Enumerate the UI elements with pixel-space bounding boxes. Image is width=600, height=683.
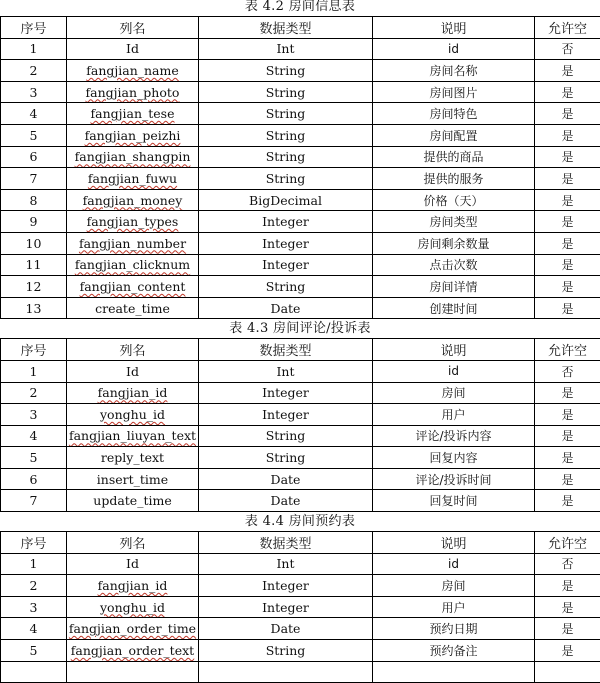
cell-no: 6 bbox=[1, 146, 67, 168]
cell-data-type: String bbox=[199, 124, 373, 146]
cell-nullable: 否 bbox=[535, 360, 600, 382]
cell-description: 提供的服务 bbox=[373, 168, 535, 190]
cell-nullable: 是 bbox=[535, 382, 600, 404]
cell-data-type: String bbox=[199, 168, 373, 190]
header-no: 序号 bbox=[1, 339, 67, 361]
cell-data-type: String bbox=[199, 60, 373, 82]
cell-description: id bbox=[373, 360, 535, 382]
cell-description: 评论/投诉时间 bbox=[373, 468, 535, 490]
cell-column-name bbox=[67, 640, 199, 662]
cell-description: id bbox=[373, 553, 535, 575]
cell-no: 1 bbox=[1, 553, 67, 575]
cell-data-type: String bbox=[199, 425, 373, 447]
cell-column-name bbox=[67, 596, 199, 618]
cell-nullable: 是 bbox=[535, 404, 600, 426]
cell-column-name: reply_text bbox=[67, 447, 199, 469]
cell-column-name bbox=[67, 81, 199, 103]
cell-data-type: Integer bbox=[199, 232, 373, 254]
cell-nullable: 是 bbox=[535, 146, 600, 168]
cell-data-type: Integer bbox=[199, 404, 373, 426]
cell-description: 房间 bbox=[373, 382, 535, 404]
cell-description: 房间详情 bbox=[373, 276, 535, 298]
cell-description: 点击次数 bbox=[373, 254, 535, 276]
empty-cell bbox=[199, 661, 373, 683]
cell-no: 13 bbox=[1, 297, 67, 319]
table-row bbox=[1, 189, 600, 211]
cell-nullable: 是 bbox=[535, 490, 600, 512]
cell-column-name bbox=[67, 382, 199, 404]
cell-no: 12 bbox=[1, 276, 67, 298]
cell-no: 4 bbox=[1, 425, 67, 447]
table-row bbox=[1, 211, 600, 233]
cell-column-name: update_time bbox=[67, 490, 199, 512]
table-row bbox=[1, 490, 600, 512]
cell-description: 房间类型 bbox=[373, 211, 535, 233]
cell-description: id bbox=[373, 38, 535, 60]
cell-column-name bbox=[67, 575, 199, 597]
cell-nullable: 是 bbox=[535, 596, 600, 618]
table-row bbox=[1, 146, 600, 168]
empty-cell bbox=[373, 661, 535, 683]
cell-no: 10 bbox=[1, 232, 67, 254]
cell-data-type: Integer bbox=[199, 382, 373, 404]
header-nullable: 允许空 bbox=[535, 339, 600, 361]
cell-column-name bbox=[67, 276, 199, 298]
table-header-row bbox=[1, 339, 600, 361]
table-row bbox=[1, 38, 600, 60]
cell-no: 11 bbox=[1, 254, 67, 276]
column-name-text: fangjian_types bbox=[87, 214, 179, 229]
cell-nullable: 是 bbox=[535, 124, 600, 146]
cell-column-name: create_time bbox=[67, 297, 199, 319]
header-no: 序号 bbox=[1, 17, 67, 39]
table-row-cutoff bbox=[1, 661, 600, 683]
cell-data-type: Date bbox=[199, 490, 373, 512]
cell-data-type: Integer bbox=[199, 211, 373, 233]
cell-description: 回复内容 bbox=[373, 447, 535, 469]
cell-nullable: 是 bbox=[535, 168, 600, 190]
table-row bbox=[1, 60, 600, 82]
table-row bbox=[1, 404, 600, 426]
column-name-text: yonghu_id bbox=[100, 600, 165, 615]
cell-description: 用户 bbox=[373, 596, 535, 618]
column-name-text: fangjian_fuwu bbox=[88, 171, 177, 186]
cell-description: 价格（天） bbox=[373, 189, 535, 211]
column-name-text: fangjian_photo bbox=[86, 85, 180, 100]
table-row bbox=[1, 618, 600, 640]
table-row bbox=[1, 360, 600, 382]
cell-column-name bbox=[67, 425, 199, 447]
header-nullable: 允许空 bbox=[535, 532, 600, 554]
cell-nullable: 是 bbox=[535, 103, 600, 125]
cell-description: 创建时间 bbox=[373, 297, 535, 319]
table-row bbox=[1, 425, 600, 447]
cell-description: 房间名称 bbox=[373, 60, 535, 82]
header-description: 说明 bbox=[373, 17, 535, 39]
cell-column-name bbox=[67, 168, 199, 190]
table-row bbox=[1, 382, 600, 404]
cell-column-name bbox=[67, 254, 199, 276]
cell-data-type: String bbox=[199, 447, 373, 469]
cell-description: 提供的商品 bbox=[373, 146, 535, 168]
cell-column-name: Id bbox=[67, 38, 199, 60]
cell-no: 3 bbox=[1, 596, 67, 618]
cell-nullable: 是 bbox=[535, 575, 600, 597]
cell-column-name bbox=[67, 618, 199, 640]
column-name-text: yonghu_id bbox=[100, 407, 165, 422]
cell-column-name bbox=[67, 60, 199, 82]
cell-data-type: String bbox=[199, 640, 373, 662]
cell-nullable: 是 bbox=[535, 618, 600, 640]
cell-description: 房间特色 bbox=[373, 103, 535, 125]
cell-column-name bbox=[67, 232, 199, 254]
cell-data-type: BigDecimal bbox=[199, 189, 373, 211]
cell-no: 7 bbox=[1, 490, 67, 512]
column-name-text: fangjian_name bbox=[86, 63, 179, 78]
table-row bbox=[1, 81, 600, 103]
cell-no: 6 bbox=[1, 468, 67, 490]
column-name-text: fangjian_id bbox=[98, 385, 168, 400]
column-name-text: fangjian_content bbox=[80, 279, 186, 294]
cell-nullable: 是 bbox=[535, 447, 600, 469]
cell-nullable: 是 bbox=[535, 189, 600, 211]
cell-nullable: 是 bbox=[535, 297, 600, 319]
table-row bbox=[1, 640, 600, 662]
cell-column-name bbox=[67, 211, 199, 233]
table-row bbox=[1, 468, 600, 490]
cell-nullable: 是 bbox=[535, 211, 600, 233]
cell-description: 预约备注 bbox=[373, 640, 535, 662]
cell-data-type: Int bbox=[199, 553, 373, 575]
table-caption: 表 4.4 房间预约表 bbox=[0, 512, 600, 531]
header-column-name: 列名 bbox=[67, 339, 199, 361]
column-name-text: fangjian_liuyan_text bbox=[69, 428, 196, 443]
data-table bbox=[0, 531, 600, 683]
cell-column-name bbox=[67, 189, 199, 211]
cell-column-name: Id bbox=[67, 553, 199, 575]
table-row bbox=[1, 232, 600, 254]
cell-nullable: 否 bbox=[535, 38, 600, 60]
cell-no: 2 bbox=[1, 60, 67, 82]
column-name-text: fangjian_order_time bbox=[69, 621, 196, 636]
header-data-type: 数据类型 bbox=[199, 339, 373, 361]
column-name-text: fangjian_shangpin bbox=[75, 149, 191, 164]
column-name-text: fangjian_peizhi bbox=[85, 128, 181, 143]
cell-no: 9 bbox=[1, 211, 67, 233]
header-column-name: 列名 bbox=[67, 532, 199, 554]
cell-description: 回复时间 bbox=[373, 490, 535, 512]
cell-nullable: 否 bbox=[535, 553, 600, 575]
table-row bbox=[1, 168, 600, 190]
header-description: 说明 bbox=[373, 339, 535, 361]
table-caption: 表 4.2 房间信息表 bbox=[0, 0, 600, 16]
table-caption: 表 4.3 房间评论/投诉表 bbox=[0, 319, 600, 338]
table-row bbox=[1, 553, 600, 575]
cell-data-type: Int bbox=[199, 360, 373, 382]
cell-column-name: Id bbox=[67, 360, 199, 382]
table-row bbox=[1, 575, 600, 597]
cell-no: 4 bbox=[1, 618, 67, 640]
cell-nullable: 是 bbox=[535, 468, 600, 490]
cell-no: 4 bbox=[1, 103, 67, 125]
table-row bbox=[1, 447, 600, 469]
cell-description: 预约日期 bbox=[373, 618, 535, 640]
cell-data-type: Date bbox=[199, 618, 373, 640]
table-row bbox=[1, 124, 600, 146]
cell-description: 评论/投诉内容 bbox=[373, 425, 535, 447]
cell-no: 8 bbox=[1, 189, 67, 211]
cell-data-type: Date bbox=[199, 468, 373, 490]
cell-column-name bbox=[67, 404, 199, 426]
column-name-text: fangjian_tese bbox=[91, 106, 175, 121]
cell-nullable: 是 bbox=[535, 276, 600, 298]
table-header-row bbox=[1, 532, 600, 554]
cell-no: 2 bbox=[1, 382, 67, 404]
cell-description: 房间 bbox=[373, 575, 535, 597]
empty-cell bbox=[1, 661, 67, 683]
header-nullable: 允许空 bbox=[535, 17, 600, 39]
header-data-type: 数据类型 bbox=[199, 17, 373, 39]
data-table bbox=[0, 16, 600, 319]
cell-data-type: Integer bbox=[199, 254, 373, 276]
header-data-type: 数据类型 bbox=[199, 532, 373, 554]
cell-column-name bbox=[67, 146, 199, 168]
cell-data-type: String bbox=[199, 103, 373, 125]
cell-nullable: 是 bbox=[535, 81, 600, 103]
cell-nullable: 是 bbox=[535, 60, 600, 82]
empty-cell bbox=[67, 661, 199, 683]
cell-no: 7 bbox=[1, 168, 67, 190]
cell-nullable: 是 bbox=[535, 640, 600, 662]
cell-data-type: String bbox=[199, 81, 373, 103]
table-row bbox=[1, 254, 600, 276]
cell-no: 1 bbox=[1, 360, 67, 382]
cell-no: 5 bbox=[1, 447, 67, 469]
cell-nullable: 是 bbox=[535, 425, 600, 447]
table-header-row bbox=[1, 17, 600, 39]
cell-no: 5 bbox=[1, 640, 67, 662]
table-row bbox=[1, 276, 600, 298]
cell-data-type: Integer bbox=[199, 575, 373, 597]
cell-nullable: 是 bbox=[535, 254, 600, 276]
cell-no: 2 bbox=[1, 575, 67, 597]
cell-description: 房间剩余数量 bbox=[373, 232, 535, 254]
column-name-text: fangjian_order_text bbox=[71, 643, 194, 658]
cell-description: 房间图片 bbox=[373, 81, 535, 103]
table-row bbox=[1, 297, 600, 319]
header-column-name: 列名 bbox=[67, 17, 199, 39]
cell-no: 1 bbox=[1, 38, 67, 60]
cell-description: 用户 bbox=[373, 404, 535, 426]
cell-description: 房间配置 bbox=[373, 124, 535, 146]
cell-data-type: String bbox=[199, 276, 373, 298]
data-table bbox=[0, 338, 600, 512]
empty-cell bbox=[535, 661, 600, 683]
cell-data-type: String bbox=[199, 146, 373, 168]
cell-no: 3 bbox=[1, 404, 67, 426]
column-name-text: fangjian_id bbox=[98, 578, 168, 593]
column-name-text: fangjian_number bbox=[79, 236, 186, 251]
cell-column-name bbox=[67, 124, 199, 146]
header-no: 序号 bbox=[1, 532, 67, 554]
cell-column-name: insert_time bbox=[67, 468, 199, 490]
cell-data-type: Int bbox=[199, 38, 373, 60]
cell-no: 5 bbox=[1, 124, 67, 146]
header-description: 说明 bbox=[373, 532, 535, 554]
table-row bbox=[1, 103, 600, 125]
cell-data-type: Integer bbox=[199, 596, 373, 618]
column-name-text: fangjian_clicknum bbox=[75, 257, 190, 272]
cell-no: 3 bbox=[1, 81, 67, 103]
cell-nullable: 是 bbox=[535, 232, 600, 254]
cell-data-type: Date bbox=[199, 297, 373, 319]
cell-column-name bbox=[67, 103, 199, 125]
column-name-text: fangjian_money bbox=[83, 193, 183, 208]
table-row bbox=[1, 596, 600, 618]
